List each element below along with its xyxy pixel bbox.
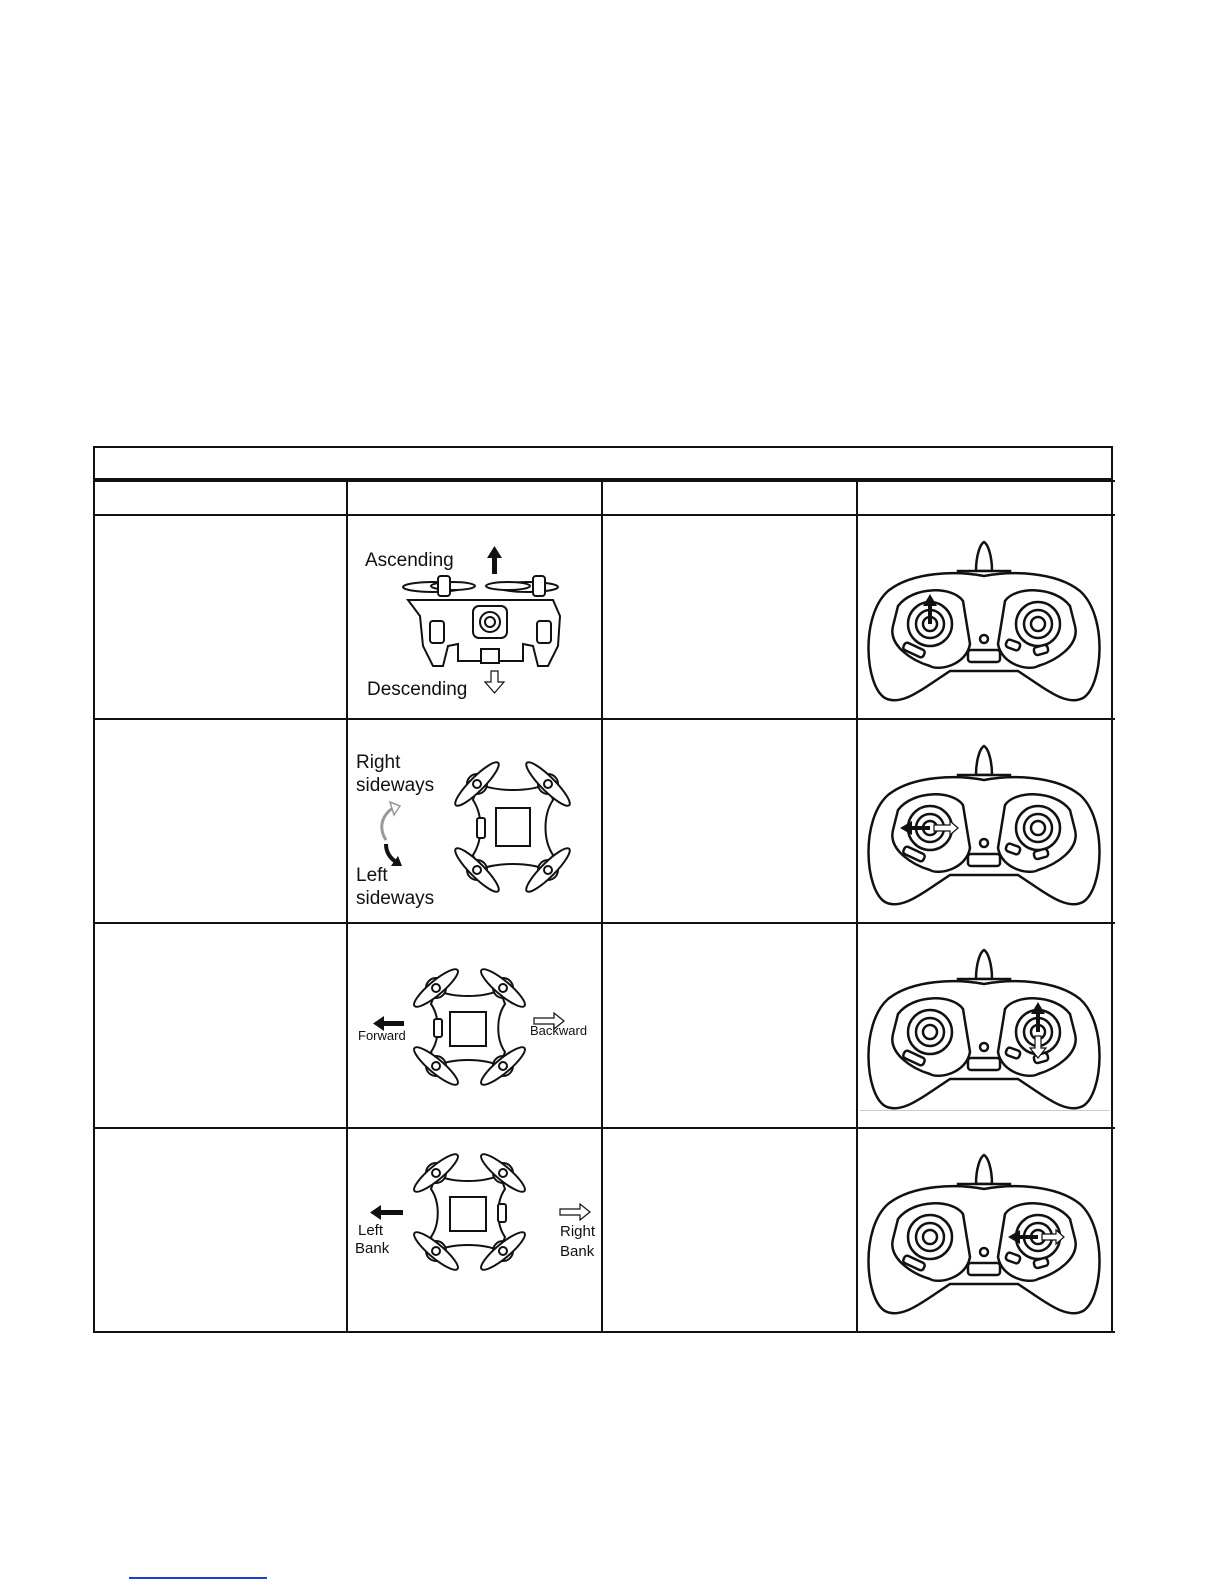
drone-side-icon (403, 576, 560, 666)
label-bank: Bank (355, 1240, 390, 1257)
label-descending: Descending (367, 679, 468, 700)
divider (860, 1110, 1110, 1111)
header-cell (95, 482, 346, 514)
controller-icon (868, 950, 1099, 1108)
label-forward: Forward (358, 1028, 406, 1043)
row-action (95, 516, 346, 718)
label-backward: Backward (530, 1023, 588, 1038)
header-cell (603, 482, 856, 514)
controller-icon (868, 1155, 1099, 1313)
controller-illustration (858, 924, 1111, 1127)
row-description (603, 924, 856, 1127)
drone-illustration (348, 516, 601, 718)
label-ascending: Ascending (365, 550, 454, 571)
arrow-left-icon (370, 1205, 403, 1220)
row-description (603, 516, 856, 718)
arrow-right-icon (560, 1204, 590, 1220)
label-left: Left (358, 1222, 384, 1239)
controller-icon (868, 542, 1099, 700)
row-description (603, 720, 856, 922)
header-cell (348, 482, 601, 514)
header-cell (858, 482, 1111, 514)
label-sideways: sideways (356, 888, 435, 909)
rotate-arrow-icon (382, 802, 402, 866)
table-title-row (93, 446, 1113, 480)
label-right: Right (560, 1223, 596, 1240)
drone-top-icon (451, 758, 574, 896)
row-description (603, 1129, 856, 1331)
arrow-down-icon (485, 671, 504, 693)
flight-control-table (93, 446, 1115, 1335)
divider (93, 1331, 1115, 1333)
label-right: Right (356, 752, 401, 773)
row-action (95, 720, 346, 922)
row-action (95, 924, 346, 1127)
controller-illustration (858, 516, 1111, 718)
divider (1111, 446, 1113, 1333)
controller-illustration (858, 720, 1111, 922)
label-sideways: sideways (356, 775, 435, 796)
controller-illustration (858, 1129, 1111, 1331)
row-action (95, 1129, 346, 1331)
drone-illustration (348, 720, 601, 922)
footer-link[interactable] (129, 1577, 267, 1579)
drone-top-icon (410, 1150, 529, 1275)
label-bank: Bank (560, 1243, 595, 1260)
drone-top-icon (410, 965, 529, 1090)
drone-illustration (348, 1129, 601, 1331)
arrow-up-icon (487, 546, 502, 574)
controller-icon (868, 746, 1099, 904)
label-left: Left (356, 865, 388, 886)
drone-illustration (348, 924, 601, 1127)
